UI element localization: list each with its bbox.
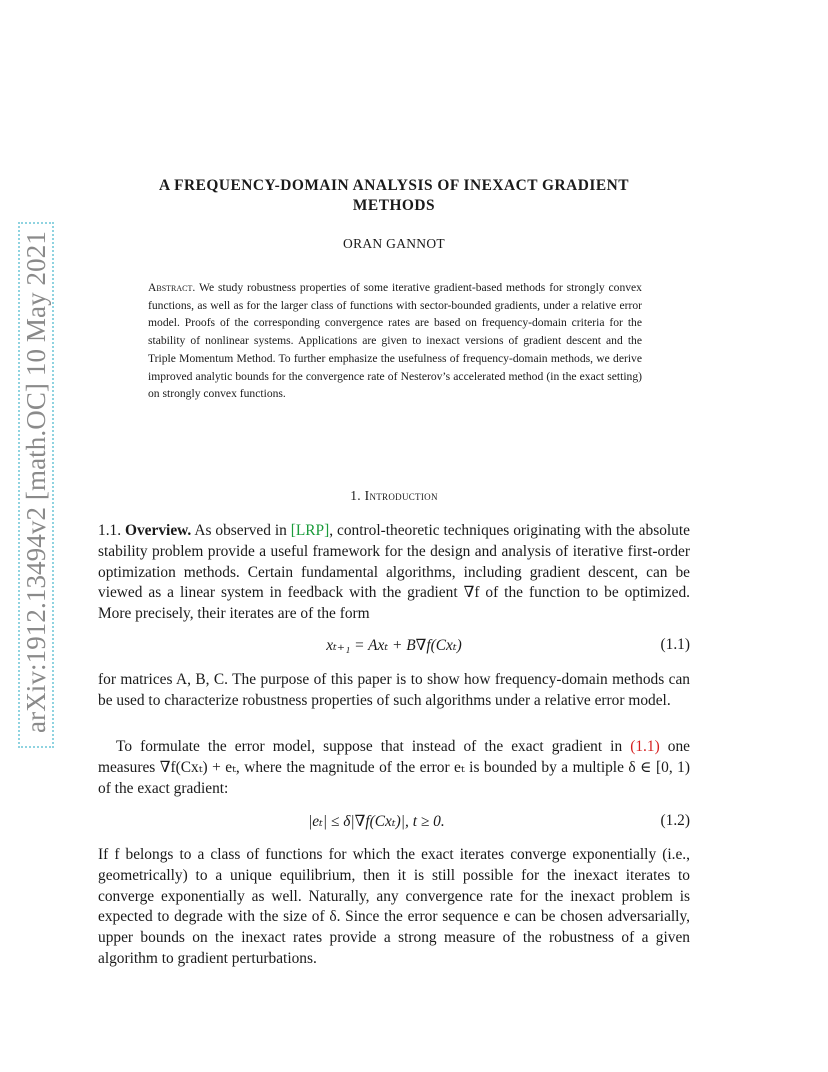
equation-body: |eₜ| ≤ δ|∇f(Cxₜ)|, t ≥ 0.: [308, 813, 445, 830]
subsection-number: 1.1.: [98, 522, 122, 539]
section-number: 1.: [350, 488, 361, 503]
abstract-label: Abstract.: [148, 281, 196, 294]
abstract: [148, 279, 642, 403]
abstract-text: We study robustness properties of some iterative gradient-based methods for strongly convex functions, as well as for the larger class of functions with sector-bounded gradients, under a relative error model. Proofs of the corresponding convergence rates are based on frequency-domain criteria for the stability of nonlinear systems. Applications are given to inexact versions of gradient descent and the Triple Momentum Method. To further emphasize the usefulness of frequency-domain methods, we derive improved analytic bounds for the convergence rate of Nesterov’s accelerated method (in the exact setting) on strongly convex functions.: [148, 281, 642, 401]
title-line-1: A FREQUENCY-DOMAIN ANALYSIS OF INEXACT GRADIENT: [158, 177, 630, 194]
citation-link[interactable]: [LRP]: [290, 522, 330, 539]
equation-body: xₜ₊₁ = Axₜ + B∇f(Cxₜ): [326, 637, 462, 654]
paper-title: [96, 176, 692, 216]
paragraph-convergence: If f belongs to a class of functions for which the exact iterates converge exponentially (i.e., geometrically) to a unique equilibrium, then it is still possible for the inexact iterates to converge exponentially as well. Naturally, any convergence rate for the inexact problem is expected to degrade with the size of δ. Since the error sequence e can be chosen adversarially, upper bounds on the inexact rates provide a strong measure of the robustness of a given algorithm to gradient perturbations.: [98, 846, 690, 967]
equation-1-2: [98, 812, 690, 834]
paragraph-purpose: for matrices A, B, C. The purpose of this paper is to show how frequency-domain methods can be used to characterize robustness properties of such algorithms under a relative error model.: [98, 671, 690, 709]
paragraph-overview: [98, 521, 690, 625]
author-name: ORAN GANNOT: [343, 236, 445, 251]
paragraph-text: one measures ∇f(Cxₜ) + eₜ, where the magnitude of the error eₜ is bounded by a multiple δ ∈ [0, 1) of the exact gradient:: [98, 738, 690, 797]
arxiv-identifier[interactable]: arXiv:1912.13494v2 [math.OC] 10 May 2021: [21, 231, 51, 733]
equation-reference-link[interactable]: (1.1): [630, 738, 660, 755]
subsection-title: Overview.: [125, 522, 192, 539]
paragraph-text: , control-theoretic techniques originating with the absolute stability problem provide a useful framework for the design and analysis of iterative first-order optimization methods. Certain fundamental algorithms, including gradient descent, can be viewed as a linear system in feedback with the gradient ∇f of the function to be optimized. More precisely, their iterates are of the form: [98, 522, 690, 623]
equation-number: (1.1): [660, 636, 690, 653]
title-line-2: METHODS: [352, 197, 436, 214]
equation-1-1: [98, 636, 690, 658]
paragraph-text: To formulate the error model, suppose that instead of the exact gradient in: [116, 738, 623, 755]
section-heading: [96, 488, 692, 504]
paragraph-error-model: [98, 737, 690, 799]
equation-number: (1.2): [660, 812, 690, 829]
section-title: Introduction: [364, 488, 438, 503]
paragraph-text: As observed in: [194, 522, 287, 539]
